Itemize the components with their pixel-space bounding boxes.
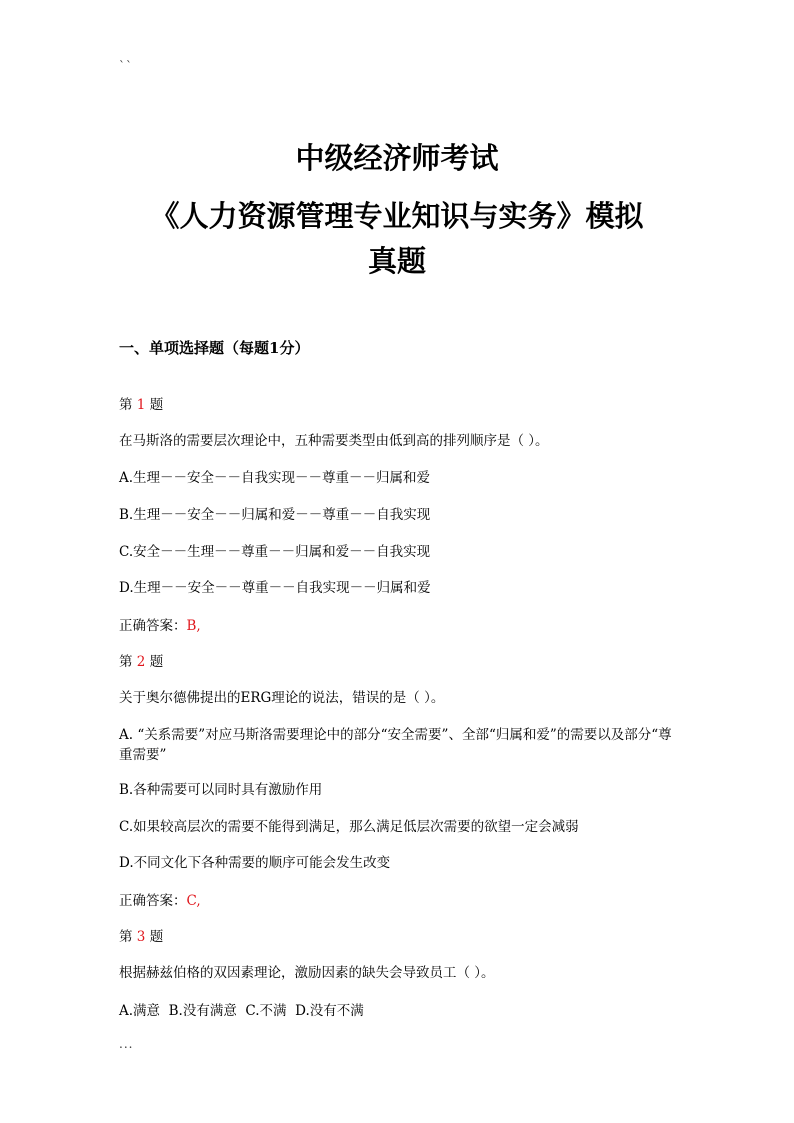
question-2-option-d: D.不同文化下各种需要的顺序可能会发生改变 bbox=[119, 855, 391, 871]
question-2-option-c: C.如果较高层次的需要不能得到满足，那么满足低层次需要的欲望一定会减弱 bbox=[119, 819, 579, 835]
question-1-answer bbox=[119, 616, 201, 636]
question-2-stem: 关于奥尔德佛提出的ERG理论的说法，错误的是（ ）。 bbox=[119, 690, 445, 706]
question-2-option-a: A. “关系需要”对应马斯洛需要理论中的部分“安全需要”、全部“归属和爱”的需要以及部分“尊重需要” bbox=[119, 727, 672, 763]
answer-value: B, bbox=[186, 618, 201, 634]
header-mark: `` bbox=[119, 59, 133, 73]
question-1-option-d: D.生理－－安全－－尊重－－自我实现－－归属和爱 bbox=[119, 580, 431, 596]
answer-label: 正确答案： bbox=[119, 893, 187, 909]
document-title-line-3: 真题 bbox=[367, 244, 426, 278]
question-number: 2 bbox=[136, 654, 146, 670]
question-label-suffix: 题 bbox=[149, 397, 164, 413]
question-1-stem: 在马斯洛的需要层次理论中，五种需要类型由低到高的排列顺序是（ ）。 bbox=[119, 433, 549, 449]
document-title-line-1: 中级经济师考试 bbox=[295, 141, 499, 175]
question-1-label bbox=[119, 395, 163, 415]
question-label-prefix: 第 bbox=[119, 654, 133, 670]
question-2-answer bbox=[119, 891, 201, 911]
question-label-suffix: 题 bbox=[149, 929, 164, 945]
question-3-options: A.满意 B.没有满意 C.不满 D.没有不满 bbox=[119, 1003, 364, 1019]
question-1-option-a: A.生理－－安全－－自我实现－－尊重－－归属和爱 bbox=[119, 470, 431, 486]
question-number: 3 bbox=[136, 929, 146, 945]
answer-value: C, bbox=[186, 893, 201, 909]
question-1-option-b: B.生理－－安全－－归属和爱－－尊重－－自我实现 bbox=[119, 507, 431, 523]
question-1-option-c: C.安全－－生理－－尊重－－归属和爱－－自我实现 bbox=[119, 544, 431, 560]
question-3-label bbox=[119, 927, 163, 947]
document-title-line-2: 《人力资源管理专业知识与实务》模拟 bbox=[150, 199, 644, 233]
question-label-suffix: 题 bbox=[149, 654, 164, 670]
section-heading: 一、单项选择题（每题1分） bbox=[119, 339, 310, 357]
question-label-prefix: 第 bbox=[119, 397, 133, 413]
question-3-stem: 根据赫兹伯格的双因素理论，激励因素的缺失会导致员工（ ）。 bbox=[119, 965, 495, 981]
question-2-option-b: B.各种需要可以同时具有激励作用 bbox=[119, 782, 323, 798]
question-number: 1 bbox=[136, 397, 146, 413]
question-2-label bbox=[119, 652, 163, 672]
footer-mark: ... bbox=[119, 1037, 134, 1051]
answer-label: 正确答案： bbox=[119, 618, 187, 634]
question-label-prefix: 第 bbox=[119, 929, 133, 945]
